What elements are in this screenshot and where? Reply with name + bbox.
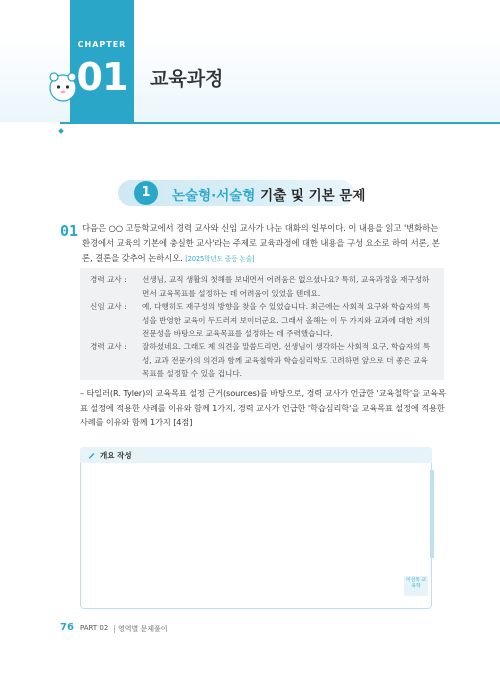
mascot-icon [46, 70, 80, 104]
section-title [172, 184, 365, 204]
chapter-number: 01 [76, 55, 128, 99]
dialog-speaker: 경력 교사 : [90, 275, 127, 284]
question-source: [2025학년도 중등 논술] [185, 255, 255, 263]
question-text [82, 221, 444, 267]
pencil-icon [88, 451, 96, 459]
brand-tag: 미선톡 교육학 [404, 576, 428, 596]
header-rule [60, 122, 500, 124]
question-number: 01 [60, 222, 79, 240]
dialog-row [90, 340, 436, 380]
dialog-text: 잘하셨네요. 그래도 제 의견을 말씀드리면, 선생님이 생각하는 사회적 요구, 학습자의 특성, 교과 전문가의 의견과 함께 교육철학과 학습심리학도 고려하면 앞으로 더 좋은 교육목표를 설정할 수 있을 겁니다. [142, 342, 431, 378]
page-number: 76 [60, 622, 74, 633]
footer-label: 영역별 문제풀이 [118, 625, 168, 633]
dialog-text: 예, 다행히도 재구성의 방향을 찾을 수 있었습니다. 최근에는 사회적 요구와 학습자의 특성을 반영한 교육이 두드러져 보이더군요. 그래서 올해는 이 두 가지와 교과에 대한 저의 전문성을 바탕으로 교육목표를 설정하는 데 주력했습니다. [142, 302, 431, 338]
dialog-speaker: 경력 교사 : [90, 342, 127, 351]
task-instruction: – 타일러(R. Tyler)의 교육목표 설정 근거(sources)를 바탕으로, 경력 교사가 언급한 '교육철학'을 교육목표 설정에 적용한 사례를 이유와 함께 1가지, 경력 교사가 언급한 '학습심리학'을 교육목표 설정에 적용한 사례를 이유와 함께 1가지 [4점] [80, 388, 446, 427]
question-body: 다음은 ○○ 고등학교에서 경력 교사와 신임 교사가 나눈 대화의 일부이다. 이 내용을 읽고 '변화하는 환경에서 교육의 기본에 충실한 교사'라는 주제로 교육과정에 대한 내용을 구성 요소로 하여 서론, 본론, 결론을 갖추어 논하시오. [82, 223, 440, 263]
section-title-rest: 기출 및 기본 문제 [255, 188, 366, 204]
footer-part: PART 02 [80, 624, 109, 632]
dialog-row [90, 300, 436, 340]
chapter-title: 교육과정 [150, 68, 224, 90]
header-rule-marker [58, 128, 64, 134]
answer-header-label: 개요 작성 [100, 451, 132, 460]
answer-area[interactable] [80, 447, 432, 609]
dialog-row [90, 273, 436, 300]
section-title-highlight: 논술형·서술형 [172, 188, 256, 204]
dialog-speaker: 신임 교사 : [90, 302, 127, 311]
answer-header [80, 447, 432, 463]
section-number: 1 [134, 181, 158, 205]
footer-divider [114, 625, 115, 633]
answer-side-tab [430, 470, 434, 558]
dialog-text: 선생님, 교직 생활의 첫해를 보내면서 어려움은 없으셨나요? 특히, 교육과정을 재구성하면서 교육목표를 설정하는 데 어려움이 있었을 텐데요. [142, 275, 430, 298]
chapter-label: CHAPTER [77, 40, 127, 49]
